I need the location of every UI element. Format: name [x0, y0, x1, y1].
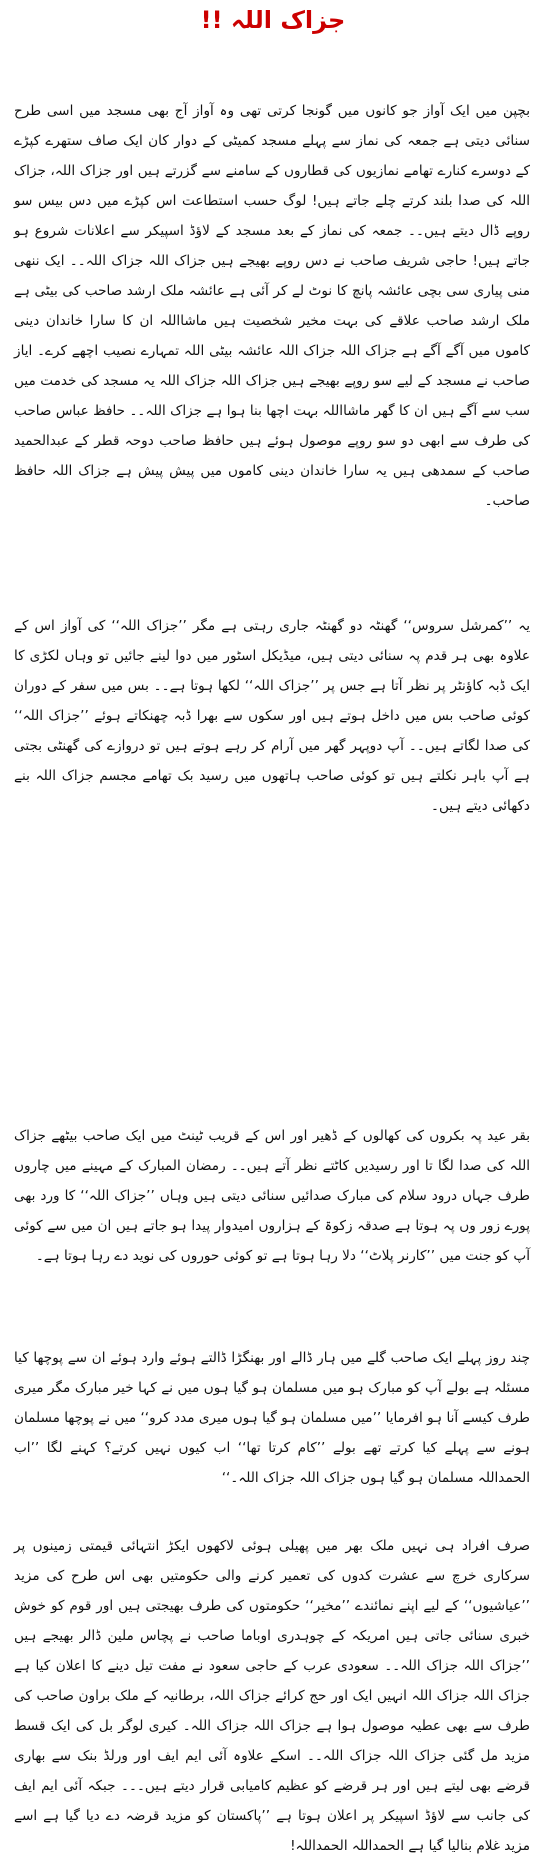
- article-paragraph-1: بچپن میں ایک آواز جو کانوں میں گونجا کرتی تھی وہ آواز آج بھی مسجد میں اسی طرح سنائی دیتی ہے جمعہ کی نماز سے پہلے مسجد کمیٹی کے دوار کان ایک صاف ستھرے کپڑے کے دوسرے کنارے تھامے نمازیوں کی قطاروں کے سامنے سے گزرتے ہیں اور جزاک اللہ، جزاک اللہ کی صدا بلند کرتے چلے جاتے ہیں! لوگ حسب استطاعت اس کپڑے میں دس بیس سو روپے ڈال دیتے ہیں۔۔ جمعہ کی نماز کے بعد مسجد کے لاؤڈ اسپیکر سے اعلانات شروع ہو جاتے ہیں! حاجی شریف صاحب نے دس روپے بھیجے ہیں جزاک اللہ جزاک اللہ۔۔ ایک ننھی منی پیاری سی بچی عائشہ پانچ کا نوٹ لے کر آئی ہے عائشہ ملک ارشد صاحب کی بیٹی ہے ملک ارشد صاحب علاقے کی بہت مخیر شخصیت ہیں ماشااللہ ان کا سارا خاندان دینی کاموں میں آگے آگے ہے جزاک اللہ جزاک اللہ عائشہ بیٹی اللہ تمہارے نصیب اچھے کرے۔ ایاز صاحب نے مسجد کے لیے سو روپے بھیجے ہیں جزاک اللہ جزاک اللہ یہ مسجد کی خدمت میں سب سے آگے ہیں ان کا گھر ماشااللہ بہت اچھا بنا ہوا ہے جزاک اللہ۔۔ حافظ عباس صاحب کی طرف سے ابھی دو سو روپے موصول ہوئے ہیں حافظ صاحب دوحہ قطر کے عبدالحمید صاحب کے سمدھی ہیں یہ سارا خاندان دینی کاموں میں پیش پیش ہے جزاک اللہ حافظ صاحب۔: [14, 103, 530, 509]
- article-paragraph-3: بقر عید پہ بکروں کی کھالوں کے ڈھیر اور اس کے قریب ٹینٹ میں ایک صاحب بیٹھے جزاک اللہ کی صدا لگا تا اور رسیدیں کاٹتے نظر آتے ہیں۔۔ رمضان المبارک کے مہینے میں چاروں طرف جہاں درود سلام کی مبارک صدائیں سنائی دیتی ہیں وہاں ’’جزاک اللہ‘‘ کا ورد بھی پورے زور وں پہ ہوتا ہے صدقہ زکوۃ کے ہزاروں امیدوار پیدا ہو جاتے ہیں ان میں سے کوئی آپ کو جنت میں ’’کارنر پلاٹ‘‘ دلا رہا ہوتا ہے تو کوئی حوروں کی نوید دے رہا ہوتا ہے۔: [14, 1128, 530, 1264]
- article-paragraph-4: چند روز پہلے ایک صاحب گلے میں ہار ڈالے اور بھنگڑا ڈالتے ہوئے وارد ہوئے ان سے پوچھا کیا مسئلہ ہے بولے آپ کو مبارک ہو میں مسلمان ہو گیا ہوں میں نے کہا خیر مبارک مگر میری طرف کیسے آنا ہو افرمایا ’’میں مسلمان ہو گیا ہوں میری مدد کرو‘‘ میں نے پوچھا مسلمان ہونے سے پہلے کیا کرتے تھے بولے ’’کام کرتا تھا‘‘ اب کیوں نہیں کرتے؟ کہنے لگا ’’اب الحمداللہ مسلمان ہو گیا ہوں جزاک اللہ جزاک اللہ۔‘‘: [14, 1350, 530, 1486]
- article-paragraph-2: یہ ’’کمرشل سروس‘‘ گھنٹہ دو گھنٹہ جاری رہتی ہے مگر ’’جزاک اللہ‘‘ کی آواز اس کے علاوہ بھی ہر قدم پہ سنائی دیتی ہیں، میڈیکل اسٹور میں دوا لینے جائیں تو وہاں لکڑی کا ایک ڈبہ کاؤنٹر پر نظر آتا ہے جس پر ’’جزاک اللہ‘‘ لکھا ہوتا ہے۔۔ بس میں سفر کے دوران کوئی صاحب بس میں داخل ہوتے ہیں اور سکوں سے بھرا ڈبہ چھنکاتے ہوئے ’’جزاک اللہ‘‘ کی صدا لگاتے ہیں۔۔ آپ دوپہر گھر میں آرام کر رہے ہوتے ہیں تو دروازے کی گھنٹی بجتی ہے آپ باہر نکلتے ہیں تو کوئی صاحب ہاتھوں میں رسید بک تھامے مجسم جزاک اللہ بنے دکھائی دیتے ہیں۔: [14, 618, 530, 814]
- article-paragraph-5: صرف افراد ہی نہیں ملک بھر میں پھیلی ہوئی لاکھوں ایکڑ انتہائی قیمتی زمینوں پر سرکاری خرچ سے عشرت کدوں کی تعمیر کرنے والی حکومتیں بھی اس طرح کی مزید ’’عیاشیوں‘‘ کے لیے اپنے نمائندے ’’مخیر‘‘ حکومتوں کی طرف بھیجتی ہیں اور قوم کو خوش خبری سنائی جاتی ہیں امریکہ کے چوہدری اوباما صاحب نے پچاس ملین ڈالر بھیجے ہیں ’’جزاک اللہ جزاک اللہ۔۔ سعودی عرب کے حاجی سعود نے مفت تیل دینے کا اعلان کیا ہے جزاک اللہ جزاک اللہ انہیں ایک اور حج کرائے جزاک اللہ، برطانیہ کے ملک براون صاحب کی طرف سے بھی عطیہ موصول ہوا ہے جزاک اللہ جزاک اللہ۔ کیری لوگر بل کی ایک قسط مزید مل گئی جزاک اللہ جزاک اللہ۔۔ اسکے علاوہ آئی ایم ایف اور ورلڈ بنک سے بھاری قرضے بھی لیتے ہیں اور ہر قرضے کو عظیم کامیابی قرار دیتے ہیں۔۔۔ جبکہ آئی ایم ایف کی جانب سے لاؤڈ اسپیکر پر اعلان ہوتا ہے ’’پاکستان کو مزید قرضہ دے دیا گیا ہے اسے مزید غلام بنالیا گیا ہے الحمداللہ الحمداللہ!: [14, 1538, 530, 1854]
- article-title: جزاک اللہ !!: [200, 6, 346, 34]
